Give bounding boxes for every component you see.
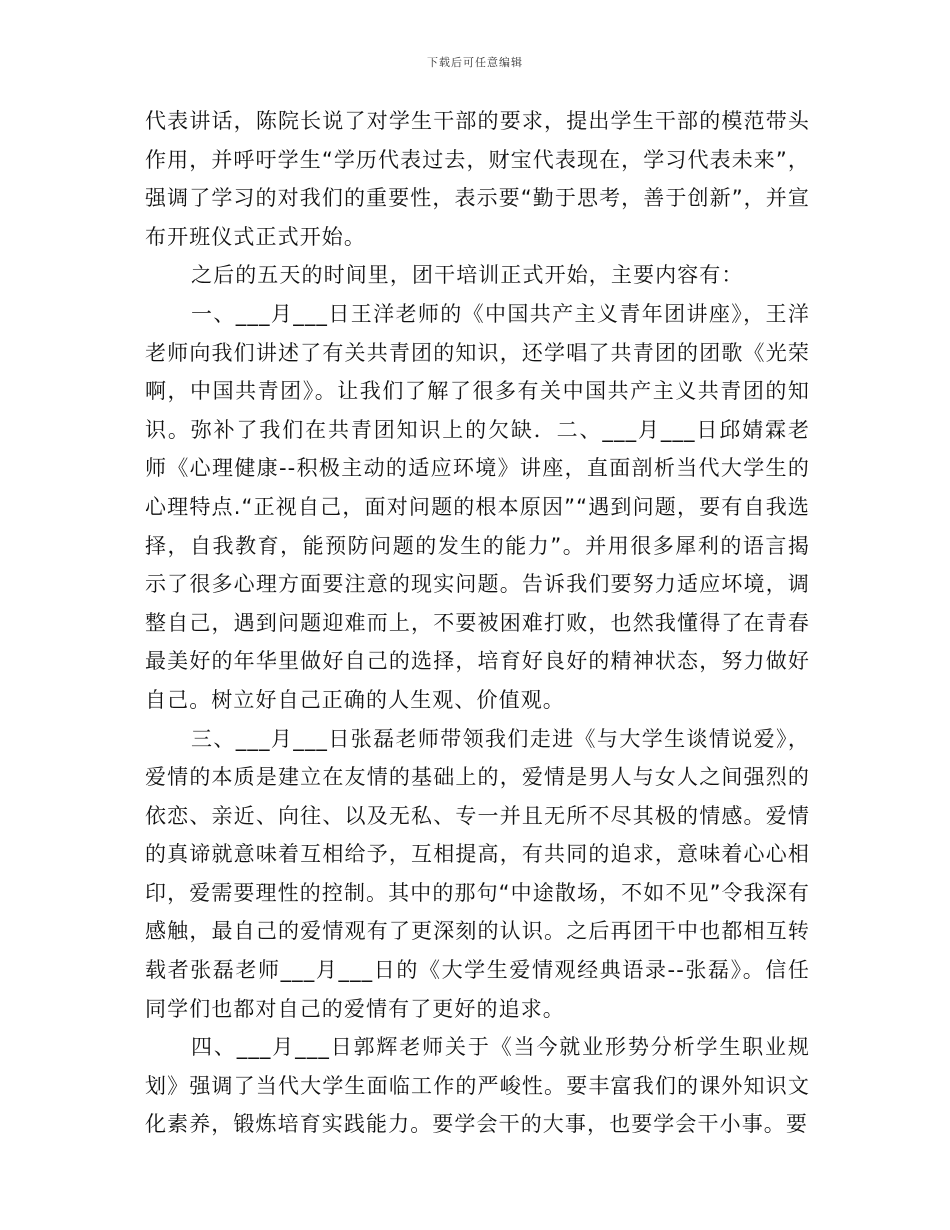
document-body	[145, 102, 810, 1144]
paragraph-lecture-3: 三、___月___日张磊老师带领我们走进《与大学生谈情说爱》，爱情的本质是建立在友情的基础上的，爱情是男人与女人之间强烈的依恋、亲近、向往、以及无私、专一并且无所不尽其极的情感。爱情的真谛就意味着互相给予，互相提高，有共同的追求，意味着心心相印，爱需要理性的控制。其中的那句“中途散场，不如不见”令我深有感触，最自己的爱情观有了更深刻的认识。之后再团干中也都相互转载者张磊老师___月___日的《大学生爱情观经典语录--张磊》。信任同学们也都对自己的爱情有了更好的追求。	[145, 726, 810, 1021]
paragraph-training-intro: 之后的五天的时间里，团干培训正式开始，主要内容有：	[191, 263, 744, 288]
paragraph-speech: 代表讲话，陈院长说了对学生干部的要求，提出学生干部的模范带头作用，并呼吁学生“学历代表过去，财宝代表现在，学习代表未来”，强调了学习的对我们的重要性，表示要“勤于思考，善于创新”，并宣布开班仪式正式开始。	[145, 109, 810, 249]
page-header: 下载后可任意编辑	[427, 56, 523, 69]
paragraph-lecture-4: 四、___月___日郭辉老师关于《当今就业形势分析学生职业规划》强调了当代大学生面临工作的严峻性。要丰富我们的课外知识文化素养，锻炼培育实践能力。要学会干的大事，也要学会干小事。要	[145, 1035, 810, 1137]
paragraph-lecture-1-2: 一、___月___日王洋老师的《中国共产主义青年团讲座》，王洋老师向我们讲述了有关共青团的知识，还学唱了共青团的团歌《光荣啊，中国共青团》。让我们了解了很多有关中国共产主义共青团的知识。弥补了我们在共青团知识上的欠缺．二、___月___日邱婧霖老师《心理健康--积极主动的适应环境》讲座，直面剖析当代大学生的心理特点.“正视自己，面对问题的根本原因”“遇到问题，要有自我选择，自我教育，能预防问题的发生的能力”。并用很多犀利的语言揭示了很多心理方面要注意的现实问题。告诉我们要努力适应坏境，调整自己，遇到问题迎难而上，不要被困难打败，也然我懂得了在青春最美好的年华里做好自己的选择，培育好良好的精神状态，努力做好自己。树立好自己正确的人生观、价值观。	[145, 301, 810, 712]
